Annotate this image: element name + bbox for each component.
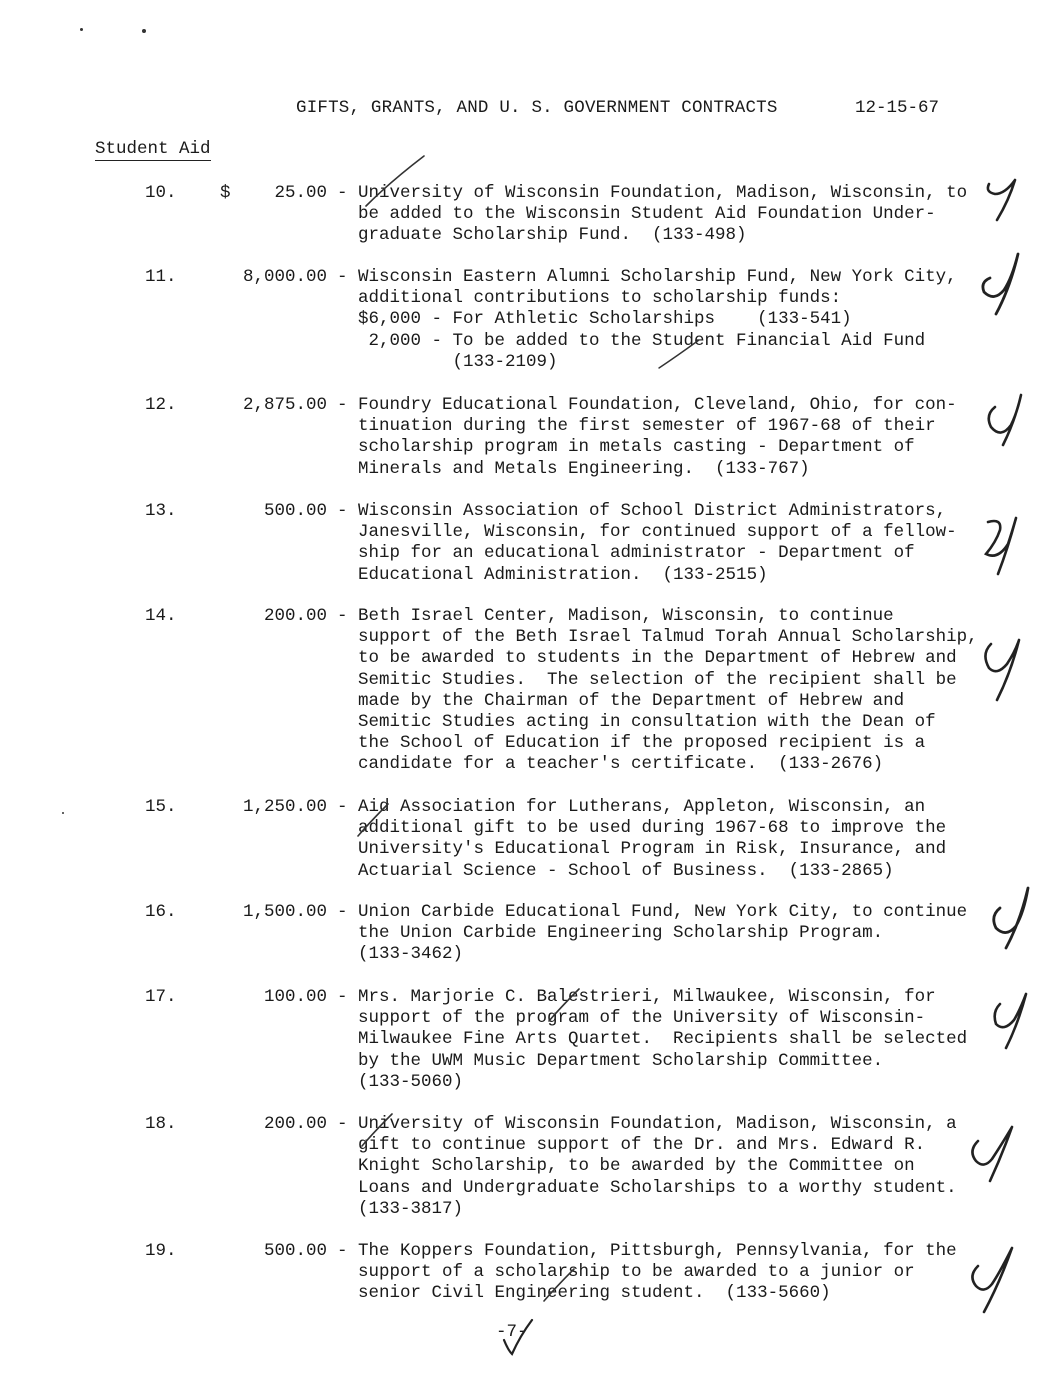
pencil-tick-icon [360,152,430,212]
entry-separator: - [337,987,348,1007]
currency-symbol: $ [220,183,231,203]
description-line: ship for an educational administrator - Department of [358,543,915,564]
entry-number: 13. [145,501,177,521]
description-line: (133-2109) [358,351,558,372]
pencil-tick-icon [354,800,394,840]
description-line: additional gift to be used during 1967-68 to improve the [358,818,947,839]
paper-speck [80,28,83,31]
description-line: Minerals and Metals Engineering. (133-767) [358,458,810,479]
description-line: by the UWM Music Department Scholarship Committee. [358,1050,884,1071]
entry-description [358,987,998,1093]
description-line: $6,000 - For Athletic Scholarships (133-541) [358,309,852,330]
entry-separator: - [337,902,348,922]
description-line: University's Educational Program in Risk, Insurance, and [358,839,947,860]
handwritten-check-icon [975,634,1045,704]
entry-separator: - [337,1241,348,1261]
description-line: The Koppers Foundation, Pittsburgh, Pennsylvania, for the [358,1241,957,1261]
handwritten-check-icon [975,170,1045,240]
description-line: (133-3462) [358,944,464,965]
entry-separator: - [337,183,348,203]
document-title: GIFTS, GRANTS, AND U. S. GOVERNMENT CONTRACTS [296,98,778,118]
pencil-tick-icon [358,1110,398,1150]
entry-amount: 1,500.00 [242,902,327,922]
description-line: Mrs. Marjorie C. Balestrieri, Milwaukee, Wisconsin, for [358,987,936,1007]
description-line: tinuation during the first semester of 1967-68 of their [358,416,936,437]
document-date: 12-15-67 [855,98,940,118]
description-line: additional contributions to scholarship funds: [358,288,842,309]
entry-number: 10. [145,183,177,203]
entry-number: 19. [145,1241,177,1261]
description-line: made by the Chairman of the Department of Hebrew and [358,690,905,711]
pencil-tick-icon [545,985,585,1025]
description-line: University of Wisconsin Foundation, Madison, Wisconsin, a [358,1114,957,1134]
description-line: University of Wisconsin Foundation, Madison, Wisconsin, to [358,183,968,203]
entry-description [358,395,998,480]
description-line: Loans and Undergraduate Scholarships to a worthy student. [358,1177,957,1198]
handwritten-check-icon [982,990,1051,1060]
entry-separator: - [337,797,348,817]
entry-separator: - [337,267,348,287]
handwritten-check-icon [962,1125,1032,1195]
description-line: (133-5060) [358,1071,464,1092]
entry-description [358,183,998,247]
description-line: Educational Administration. (133-2515) [358,564,768,585]
pencil-tick-icon [498,1316,538,1360]
description-line: 2,000 - To be added to the Student Financial Aid Fund [358,330,926,351]
paper-speck [142,29,146,33]
description-line: be added to the Wisconsin Student Aid Foundation Under- [358,204,936,225]
paper-speck [62,812,64,814]
page-number: -7- [496,1322,528,1342]
section-heading: Student Aid [95,139,211,159]
entry-separator: - [337,606,348,626]
handwritten-check-icon [962,1246,1032,1316]
pencil-tick-icon [540,1265,580,1305]
entry-amount: 25.00 [274,183,327,203]
handwritten-check-icon [972,508,1042,578]
entry-amount: 200.00 [263,1114,327,1134]
entry-separator: - [337,501,348,521]
description-line: support of a scholarship to be awarded to a junior or [358,1262,915,1283]
handwritten-check-icon [975,385,1045,455]
entry-amount: 200.00 [263,606,327,626]
description-line: candidate for a teacher's certificate. (133-2676) [358,754,884,775]
entry-number: 15. [145,797,177,817]
entry-description [358,1241,998,1305]
entry-amount: 8,000.00 [242,267,327,287]
entry-number: 12. [145,395,177,415]
description-line: (133-3817) [358,1198,464,1219]
entry-number: 11. [145,267,177,287]
entry-description [358,797,998,882]
entry-amount: 2,875.00 [242,395,327,415]
entry-number: 18. [145,1114,177,1134]
handwritten-check-icon [982,882,1051,952]
description-line: Milwaukee Fine Arts Quartet. Recipients shall be selected [358,1029,968,1050]
description-line: senior Civil Engineering student. (133-5660) [358,1283,831,1304]
entry-number: 14. [145,606,177,626]
entry-number: 16. [145,902,177,922]
description-line: the Union Carbide Engineering Scholarship Program. [358,923,884,944]
entry-number: 17. [145,987,177,1007]
description-line: scholarship program in metals casting - Department of [358,437,915,458]
description-line: Wisconsin Eastern Alumni Scholarship Fund, New York City, [358,267,957,287]
description-line: support of the Beth Israel Talmud Torah Annual Scholarship, [358,627,978,648]
description-line: Knight Scholarship, to be awarded by the Committee on [358,1156,915,1177]
description-line: Wisconsin Association of School District Administrators, [358,501,947,521]
entry-amount: 100.00 [263,987,327,1007]
description-line: Aid Association for Lutherans, Appleton, Wisconsin, an [358,797,926,817]
entry-amount: 1,250.00 [242,797,327,817]
description-line: Semitic Studies. The selection of the recipient shall be [358,669,957,690]
description-line: graduate Scholarship Fund. (133-498) [358,225,747,246]
description-line: Semitic Studies acting in consultation with the Dean of [358,712,936,733]
description-line: gift to continue support of the Dr. and Mrs. Edward R. [358,1135,926,1156]
description-line: support of the program of the University of Wisconsin- [358,1008,926,1029]
entry-description [358,501,998,586]
description-line: Beth Israel Center, Madison, Wisconsin, to continue [358,606,894,626]
entry-amount: 500.00 [263,1241,327,1261]
description-line: Janesville, Wisconsin, for continued support of a fellow- [358,522,957,543]
entry-description [358,1114,998,1220]
entry-separator: - [337,1114,348,1134]
entry-amount: 500.00 [263,501,327,521]
pencil-tick-icon [655,336,705,376]
description-line: Foundry Educational Foundation, Cleveland, Ohio, for con- [358,395,957,415]
entry-description [358,606,998,776]
entry-separator: - [337,395,348,415]
description-line: the School of Education if the proposed recipient is a [358,733,926,754]
entry-description [358,902,998,966]
description-line: Union Carbide Educational Fund, New York City, to continue [358,902,968,922]
handwritten-check-icon [968,248,1038,318]
description-line: Actuarial Science - School of Business. (133-2865) [358,860,894,881]
description-line: to be awarded to students in the Department of Hebrew and [358,648,957,669]
